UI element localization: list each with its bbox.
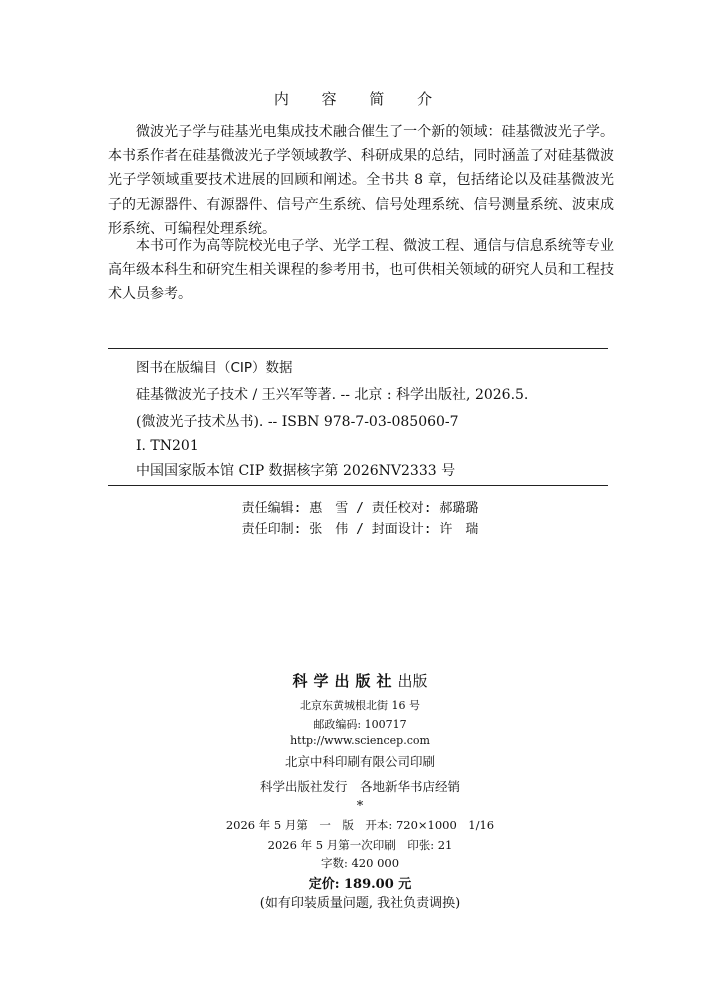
cip-heading: 图书在版编目（CIP）数据 bbox=[136, 360, 293, 376]
postcode: 邮政编码: 100717 bbox=[313, 718, 407, 731]
publisher-address: 北京东黄城根北街 16 号 bbox=[300, 699, 420, 712]
cip-record-number-line: 中国国家版本馆 CIP 数据核字第 2026NV2333 号 bbox=[136, 463, 456, 479]
cip-series-isbn-line: (微波光子技术丛书). -- ISBN 978-7-03-085060-7 bbox=[136, 414, 459, 430]
cip-title-line: 硅基微波光子技术 / 王兴军等著. -- 北京 : 科学出版社, 2026.5. bbox=[136, 387, 529, 403]
production-credits: 责任印制: 张 伟 / 封面设计: 许 瑞 bbox=[241, 522, 479, 537]
publisher-line bbox=[0, 670, 720, 691]
printer: 北京中科印刷有限公司印刷 bbox=[284, 754, 435, 769]
distribution: 科学出版社发行 各地新华书店经销 bbox=[259, 779, 460, 794]
edition-info: 2026 年 5 月第 一 版 开本: 720×1000 1/16 bbox=[225, 818, 495, 832]
intro-paragraph-2: 本书可作为高等院校光电子学、光学工程、微波工程、通信与信息系统等专业高年级本科生和研究生相关课程的参考用书，也可供相关领域的研究人员和工程技术人员参考。 bbox=[108, 238, 614, 303]
intro-title: 内 容 简 介 bbox=[273, 90, 447, 108]
separator-star: * bbox=[356, 799, 364, 814]
cip-classification-line: I. TN201 bbox=[136, 438, 199, 454]
publisher-logo: 科学出版社 bbox=[292, 672, 398, 690]
cip-top-rule bbox=[108, 348, 608, 349]
word-count: 字数: 420 000 bbox=[320, 856, 400, 870]
intro-paragraph-1: 微波光子学与硅基光电集成技术融合催生了一个新的领域：硅基微波光子学。本书系作者在硅基微波光子学领域教学、科研成果的总结，同时涵盖了对硅基微波光子学领域重要技术进展的回顾和阐述。全书共 8 章，包括绪论以及硅基微波光子的无源器件、有源器件、信号产生系统、信号处理系统、信号测量系统、波束成形系统、可编程处理系统。 bbox=[108, 124, 614, 237]
publisher-url: http://www.sciencep.com bbox=[290, 734, 430, 747]
printing-info: 2026 年 5 月第一次印刷 印张: 21 bbox=[267, 838, 453, 852]
price: 定价: 189.00 元 bbox=[308, 877, 412, 892]
cip-bottom-rule bbox=[108, 485, 608, 486]
quality-note: (如有印装质量问题, 我社负责调换) bbox=[259, 896, 461, 911]
editor-credits: 责任编辑: 惠 雪 / 责任校对: 郝璐璐 bbox=[241, 501, 479, 516]
publisher-suffix: 出版 bbox=[397, 672, 428, 690]
